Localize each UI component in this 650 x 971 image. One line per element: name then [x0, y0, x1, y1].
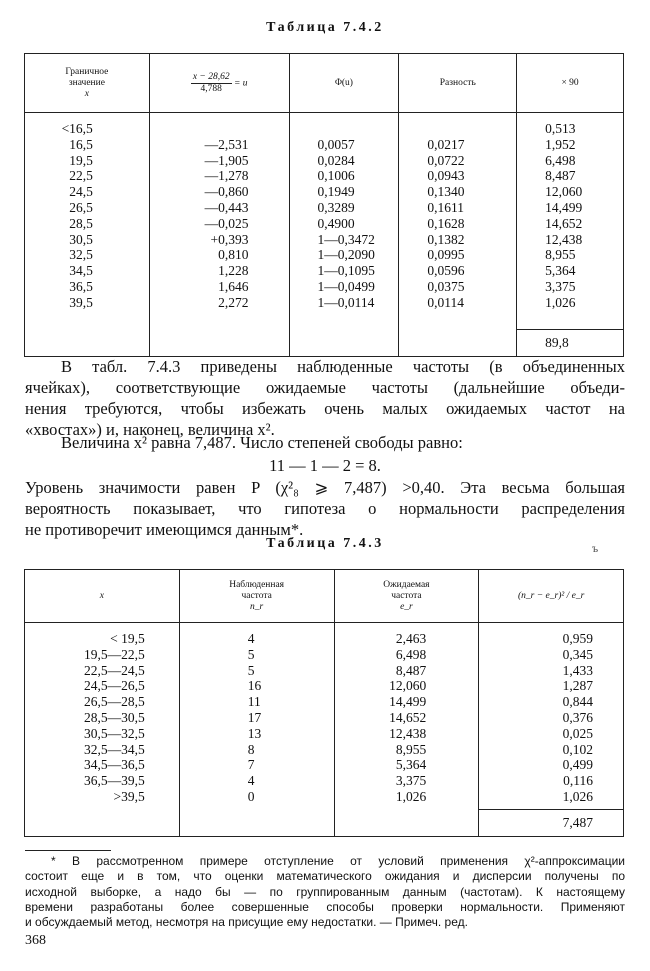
table2-header-expected: Ожидаемая частота e_r: [334, 570, 479, 623]
cell-expected: 12,438: [334, 726, 479, 742]
table-row: [25, 247, 624, 263]
cell-observed: 0: [179, 789, 334, 805]
paragraph4-line: не противоречит имеющимся данным*.: [25, 520, 304, 539]
cell-difference: 0,1340: [399, 184, 517, 200]
cell-expected: 14,499: [334, 694, 479, 710]
cell-chi-term: 0,116: [479, 773, 624, 789]
cell-observed: 7: [179, 757, 334, 773]
footnote-line: исходной выборке, а надо бы — по группированным данным (частотам). К настоящему: [25, 884, 625, 899]
table-row: [25, 295, 624, 311]
table-row: [25, 663, 624, 679]
cell-expected: 14,652: [334, 710, 479, 726]
cell-expected: 2,463: [334, 631, 479, 647]
cell-expected: 3,375: [517, 279, 624, 295]
cell-chi-term: 0,102: [479, 742, 624, 758]
cell-chi-term: 0,376: [479, 710, 624, 726]
cell-chi-term: 0,499: [479, 757, 624, 773]
cell-boundary: 30,5: [25, 232, 150, 248]
paragraph-chi-square-value: Величина x² равна 7,487. Число степеней свободы равно:: [61, 433, 463, 452]
table2-body: [25, 631, 624, 805]
table-row: [25, 647, 624, 663]
table1-header-times-90: × 90: [517, 54, 624, 113]
cell-expected: 1,026: [334, 789, 479, 805]
cell-expected: 14,499: [517, 200, 624, 216]
cell-expected: 1,952: [517, 137, 624, 153]
cell-interval: >39,5: [25, 789, 180, 805]
paragraph4-line: Уровень значимости равен P (χ²₈ ⩾ 7,487) >0,40. Эта весьма большая: [25, 478, 625, 497]
cell-interval: 30,5—32,5: [25, 726, 180, 742]
cell-phi: 0,1006: [289, 168, 399, 184]
footnote: [25, 854, 625, 930]
table-row: [25, 678, 624, 694]
cell-difference: 0,1628: [399, 216, 517, 232]
paragraph1-line: «хвостах») и, наконец, величина x².: [25, 420, 275, 439]
cell-boundary: 22,5: [25, 168, 150, 184]
cell-interval: < 19,5: [25, 631, 180, 647]
table2-header-chi-term: (n_r − e_r)² / e_r: [479, 570, 624, 623]
cell-u: 1,228: [149, 263, 289, 279]
paragraph4-line: вероятность показывает, что гипотеза о нормальности распределения: [25, 499, 625, 518]
cell-expected: 5,364: [517, 263, 624, 279]
cell-chi-term: 0,345: [479, 647, 624, 663]
cell-difference: 0,0596: [399, 263, 517, 279]
cell-expected: 8,487: [334, 663, 479, 679]
cell-difference: 0,0722: [399, 153, 517, 169]
cell-difference: 0,0114: [399, 295, 517, 311]
cell-interval: 32,5—34,5: [25, 742, 180, 758]
cell-u: 1,646: [149, 279, 289, 295]
cell-interval: 19,5—22,5: [25, 647, 180, 663]
table-row: [25, 153, 624, 169]
cell-difference: 0,1382: [399, 232, 517, 248]
cell-interval: 24,5—26,5: [25, 678, 180, 694]
table-row: [25, 773, 624, 789]
cell-observed: 8: [179, 742, 334, 758]
paragraph1-line: ячейках), соответствующие ожидаемые частоты (дальнейшие объеди-: [25, 378, 625, 397]
cell-difference: 0,0375: [399, 279, 517, 295]
footnote-rule: [25, 850, 111, 851]
cell-boundary: 39,5: [25, 295, 150, 311]
table-row: [25, 263, 624, 279]
cell-difference: 0,0995: [399, 247, 517, 263]
cell-interval: 22,5—24,5: [25, 663, 180, 679]
cell-expected: 3,375: [334, 773, 479, 789]
cell-difference: [399, 121, 517, 137]
paragraph1-line: В табл. 7.4.3 приведены наблюденные частоты (в объединенных: [61, 357, 625, 376]
cell-phi: 1—0,0499: [289, 279, 399, 295]
cell-observed: 4: [179, 631, 334, 647]
table1-header-boundary: Граничное значение x: [25, 54, 150, 113]
cell-chi-term: 1,433: [479, 663, 624, 679]
cell-phi: 0,3289: [289, 200, 399, 216]
page-number: 368: [25, 933, 46, 948]
footnote-line: состоит еще и в том, что оценки математического ожидания и дисперсии получены по: [25, 869, 625, 884]
table2-header-row: [25, 570, 624, 623]
cell-u: —2,531: [149, 137, 289, 153]
table-row: [25, 216, 624, 232]
table-row: [25, 279, 624, 295]
table-row: [25, 694, 624, 710]
cell-u: [149, 121, 289, 137]
table-row: [25, 137, 624, 153]
cell-boundary: <16,5: [25, 121, 150, 137]
table2-total-value: 7,487: [479, 809, 624, 836]
cell-phi: 1—0,3472: [289, 232, 399, 248]
cell-observed: 11: [179, 694, 334, 710]
table-row: [25, 232, 624, 248]
cell-u: —1,905: [149, 153, 289, 169]
cell-expected: 8,487: [517, 168, 624, 184]
cell-interval: 26,5—28,5: [25, 694, 180, 710]
cell-boundary: 24,5: [25, 184, 150, 200]
cell-expected: 6,498: [517, 153, 624, 169]
paragraph1-line: нения требуются, чтобы избежать очень малых ожидаемых частот на: [25, 399, 625, 418]
cell-phi: 0,4900: [289, 216, 399, 232]
cell-interval: 34,5—36,5: [25, 757, 180, 773]
cell-phi: 0,1949: [289, 184, 399, 200]
cell-boundary: 36,5: [25, 279, 150, 295]
table-row: [25, 726, 624, 742]
table-row: [25, 710, 624, 726]
cell-boundary: 16,5: [25, 137, 150, 153]
cell-chi-term: 1,287: [479, 678, 624, 694]
cell-phi: 1—0,1095: [289, 263, 399, 279]
table-7-4-2-caption: Таблица 7.4.2: [266, 20, 384, 35]
cell-phi: 1—0,0114: [289, 295, 399, 311]
table1-header-row: [25, 54, 624, 113]
cell-boundary: 19,5: [25, 153, 150, 169]
paragraph-observed-frequencies: [25, 356, 625, 440]
cell-chi-term: 0,025: [479, 726, 624, 742]
cell-observed: 5: [179, 647, 334, 663]
paragraph-significance-level: [25, 477, 625, 540]
table2-header-x: x: [25, 570, 180, 623]
table-row: [25, 742, 624, 758]
cell-boundary: 26,5: [25, 200, 150, 216]
cell-difference: 0,1611: [399, 200, 517, 216]
table1-body: [25, 121, 624, 311]
table-row: [25, 184, 624, 200]
table-7-4-3: [24, 569, 624, 837]
cell-phi: 0,0057: [289, 137, 399, 153]
cell-expected: 6,498: [334, 647, 479, 663]
cell-phi: 0,0284: [289, 153, 399, 169]
table2-header-observed: Наблюденная частота n_r: [179, 570, 334, 623]
cell-u: —0,025: [149, 216, 289, 232]
table2-total-row: [25, 809, 624, 836]
cell-observed: 16: [179, 678, 334, 694]
cell-expected: 1,026: [517, 295, 624, 311]
cell-difference: 0,0943: [399, 168, 517, 184]
cell-expected: 0,513: [517, 121, 624, 137]
cell-boundary: 34,5: [25, 263, 150, 279]
table-row: [25, 789, 624, 805]
footnote-line: * В рассмотренном примере отступление от условий применения χ²-аппроксимации: [51, 854, 625, 868]
cell-interval: 28,5—30,5: [25, 710, 180, 726]
degrees-of-freedom-equation: 11 — 1 — 2 = 8.: [269, 456, 381, 475]
cell-u: —1,278: [149, 168, 289, 184]
cell-chi-term: 0,959: [479, 631, 624, 647]
cell-expected: 12,438: [517, 232, 624, 248]
stray-mark: ъ: [592, 541, 599, 555]
table-row: [25, 631, 624, 647]
cell-u: 0,810: [149, 247, 289, 263]
cell-boundary: 28,5: [25, 216, 150, 232]
cell-observed: 17: [179, 710, 334, 726]
cell-u: 2,272: [149, 295, 289, 311]
cell-phi: [289, 121, 399, 137]
table1-total-value: 89,8: [517, 329, 624, 356]
table-row: [25, 757, 624, 773]
cell-expected: 12,060: [334, 678, 479, 694]
cell-boundary: 32,5: [25, 247, 150, 263]
cell-u: —0,443: [149, 200, 289, 216]
cell-chi-term: 1,026: [479, 789, 624, 805]
footnote-line: и обсуждаемый метод, несмотря на присущие ему недостатки. — Примеч. ред.: [25, 915, 468, 930]
cell-expected: 8,955: [517, 247, 624, 263]
table1-header-difference: Разность: [399, 54, 517, 113]
cell-difference: 0,0217: [399, 137, 517, 153]
cell-observed: 4: [179, 773, 334, 789]
table-row: [25, 168, 624, 184]
cell-observed: 5: [179, 663, 334, 679]
cell-expected: 14,652: [517, 216, 624, 232]
table-7-4-2: [24, 53, 624, 357]
cell-chi-term: 0,844: [479, 694, 624, 710]
cell-interval: 36,5—39,5: [25, 773, 180, 789]
table1-header-phi: Φ(u): [289, 54, 399, 113]
table-row: [25, 200, 624, 216]
cell-phi: 1—0,2090: [289, 247, 399, 263]
cell-observed: 13: [179, 726, 334, 742]
cell-expected: 5,364: [334, 757, 479, 773]
cell-expected: 8,955: [334, 742, 479, 758]
table-row: [25, 121, 624, 137]
table-7-4-3-caption: Таблица 7.4.3: [266, 536, 384, 551]
cell-u: —0,860: [149, 184, 289, 200]
cell-expected: 12,060: [517, 184, 624, 200]
table1-total-row: [25, 329, 624, 356]
cell-u: +0,393: [149, 232, 289, 248]
footnote-line: времени разработаны более совершенные способы проверки нормальности. Применяют: [25, 899, 625, 914]
table1-header-u: $\frac{x - 28,62}{4,788}$ = u: [149, 54, 289, 113]
